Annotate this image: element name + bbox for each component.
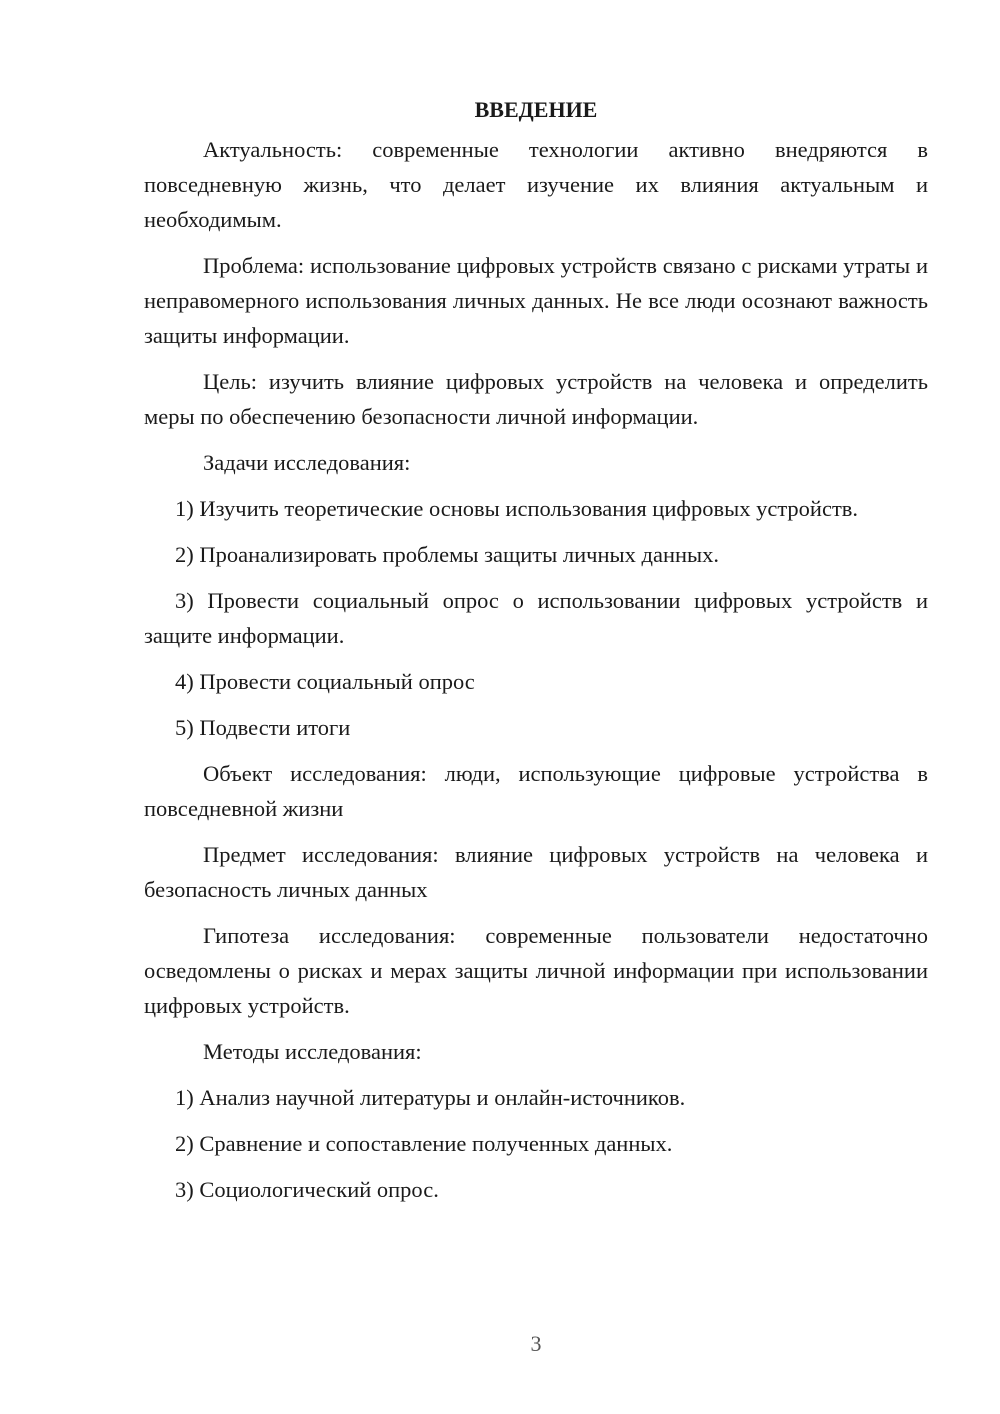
task-item-4: 4) Провести социальный опрос	[175, 669, 475, 694]
section-heading: ВВЕДЕНИЕ	[474, 97, 598, 122]
task-item-1: 1) Изучить теоретические основы использования цифровых устройств.	[175, 496, 859, 521]
method-item-3: 3) Социологический опрос.	[175, 1177, 439, 1202]
goal-paragraph: Цель: изучить влияние цифровых устройств на человека и определить меры по обеспечению безопасности личной информации.	[144, 369, 928, 429]
hypothesis-paragraph: Гипотеза исследования: современные пользователи недостаточно осведомлены о рисках и мерах защиты личной информации при использовании цифровых устройств.	[144, 923, 928, 1018]
page-number: 3	[530, 1331, 542, 1356]
relevance-paragraph: Актуальность: современные технологии активно внедряются в повседневную жизнь, что делает изучение их влияния актуальным и необходимым.	[144, 137, 928, 232]
task-item-2: 2) Проанализировать проблемы защиты личных данных.	[175, 542, 720, 567]
subject-paragraph: Предмет исследования: влияние цифровых устройств на человека и безопасность личных данных	[144, 842, 928, 902]
method-item-1: 1) Анализ научной литературы и онлайн-источников.	[175, 1085, 686, 1110]
page-content	[144, 92, 928, 1218]
tasks-heading: Задачи исследования:	[203, 450, 411, 475]
task-item-5: 5) Подвести итоги	[175, 715, 351, 740]
task-item-3: 3) Провести социальный опрос о использовании цифровых устройств и защите информации.	[144, 588, 928, 648]
object-paragraph: Объект исследования: люди, использующие цифровые устройства в повседневной жизни	[144, 761, 928, 821]
methods-heading: Методы исследования:	[203, 1039, 422, 1064]
problem-paragraph: Проблема: использование цифровых устройств связано с рисками утраты и неправомерного использования личных данных. Не все люди осознают важность защиты информации.	[144, 253, 928, 348]
method-item-2: 2) Сравнение и сопоставление полученных данных.	[175, 1131, 673, 1156]
